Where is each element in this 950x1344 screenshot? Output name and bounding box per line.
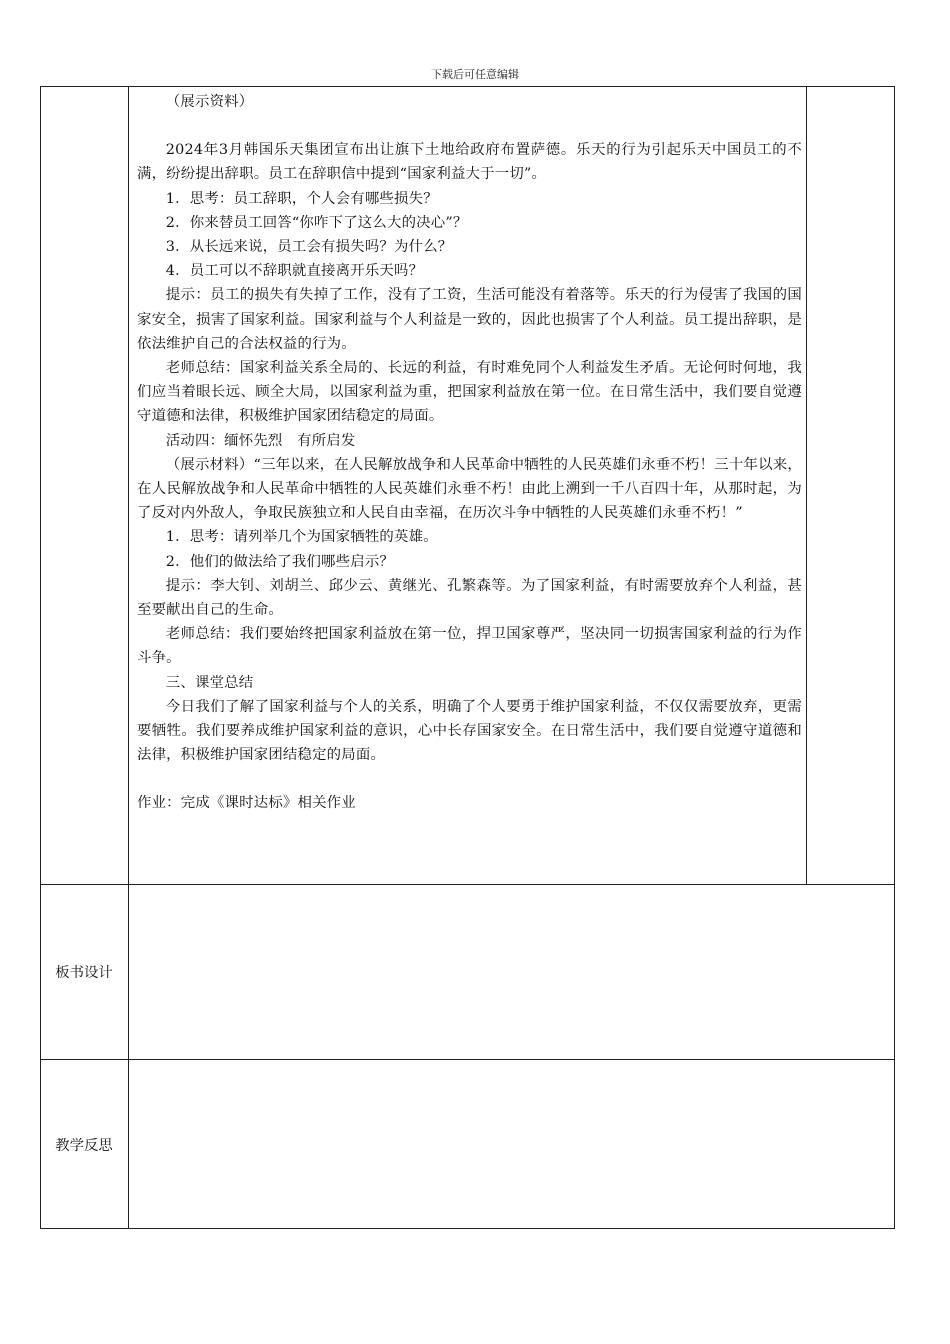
row-divider-1 [40, 884, 895, 885]
table-left-border [40, 86, 41, 1229]
page-header: 下载后可任意编辑 [431, 68, 519, 81]
row-divider-2 [40, 1059, 895, 1060]
question-heroes-2: 2．他们的做法给了我们哪些启示？ [165, 553, 395, 570]
section-class-summary-title: 三、课堂总结 [165, 674, 254, 691]
paragraph-homework: 作业：完成《课时达标》相关作业 [137, 795, 356, 812]
table-top-border [40, 86, 895, 87]
question-2: 2．你来替员工回答“你咋下了这么大的决心”？ [165, 214, 468, 231]
question-1: 1．思考：员工辞职，个人会有哪些损失？ [165, 190, 438, 207]
paragraph-hint-2: 提示：李大钊、刘胡兰、邱少云、黄继光、孔繁森等。为了国家利益，有时需要放弃个人利益，甚至要献出自己的生命。 [137, 577, 802, 619]
activity-4-title: 活动四：缅怀先烈 有所启发 [165, 432, 356, 449]
board-design-label: 板书设计 [55, 965, 113, 981]
paragraph-hint-1: 提示：员工的损失有失掉了工作，没有了工资，生活可能没有着落等。乐天的行为侵害了我国的国家安全，损害了国家利益。国家利益与个人利益是一致的，因此也损害了个人利益。员工提出辞职，是依法维护自己的合法权益的行为。 [137, 287, 802, 352]
question-3: 3．从长远来说，员工会有损失吗？为什么？ [165, 239, 453, 256]
paragraph-lotte-case: 2024年3月韩国乐天集团宣布出让旗下土地给政府布置萨德。乐天的行为引起乐天中国员工的不满，纷纷提出辞职。员工在辞职信中提到“国家利益大于一切”。 [137, 142, 802, 183]
paragraph-class-summary: 今日我们了解了国家利益与个人的关系，明确了个人要勇于维护国家利益，不仅仅需要放弃，更需要牺牲。我们要养成维护国家利益的意识，心中长存国家安全。在日常生活中，我们要自觉遵守道德和法律，积极维护国家团结稳定的局面。 [137, 698, 802, 764]
table-right-border [894, 86, 895, 1229]
teaching-reflection-label: 教学反思 [55, 1138, 113, 1154]
notes-column-divider [806, 86, 807, 885]
paragraph-heroes-material: （展示材料）“三年以来，在人民解放战争和人民革命中牺牲的人民英雄们永垂不朽！三十年以来，在人民解放战争和人民革命中牺牲的人民英雄们永垂不朽！由此上溯到一千八百四十年，从那时起，为了反对内外敌人，争取民族独立和人民自由幸福，在历次斗争中牺牲的人民英雄们永垂不朽！” [137, 456, 802, 522]
question-heroes-1: 1．思考：请列举几个为国家牺牲的英雄。 [165, 529, 438, 546]
paragraph-teacher-summary-2: 老师总结：我们要始终把国家利益放在第一位，捍卫国家尊严，坚决同一切损害国家利益的行为作斗争。 [137, 626, 802, 667]
label-column-divider [128, 86, 129, 1229]
question-4: 4．员工可以不辞职就直接离开乐天吗？ [165, 263, 424, 280]
lesson-content [137, 90, 802, 816]
paragraph-teacher-summary-1: 老师总结：国家利益关系全局的、长远的利益，有时难免同个人利益发生矛盾。无论何时何地，我们应当着眼长远、顾全大局，以国家利益为重，把国家利益放在第一位。在日常生活中，我们要自觉遵守道德和法律，积极维护国家团结稳定的局面。 [137, 360, 802, 425]
paragraph-show-material: （展示资料） [165, 94, 254, 110]
table-bottom-border [40, 1228, 895, 1229]
